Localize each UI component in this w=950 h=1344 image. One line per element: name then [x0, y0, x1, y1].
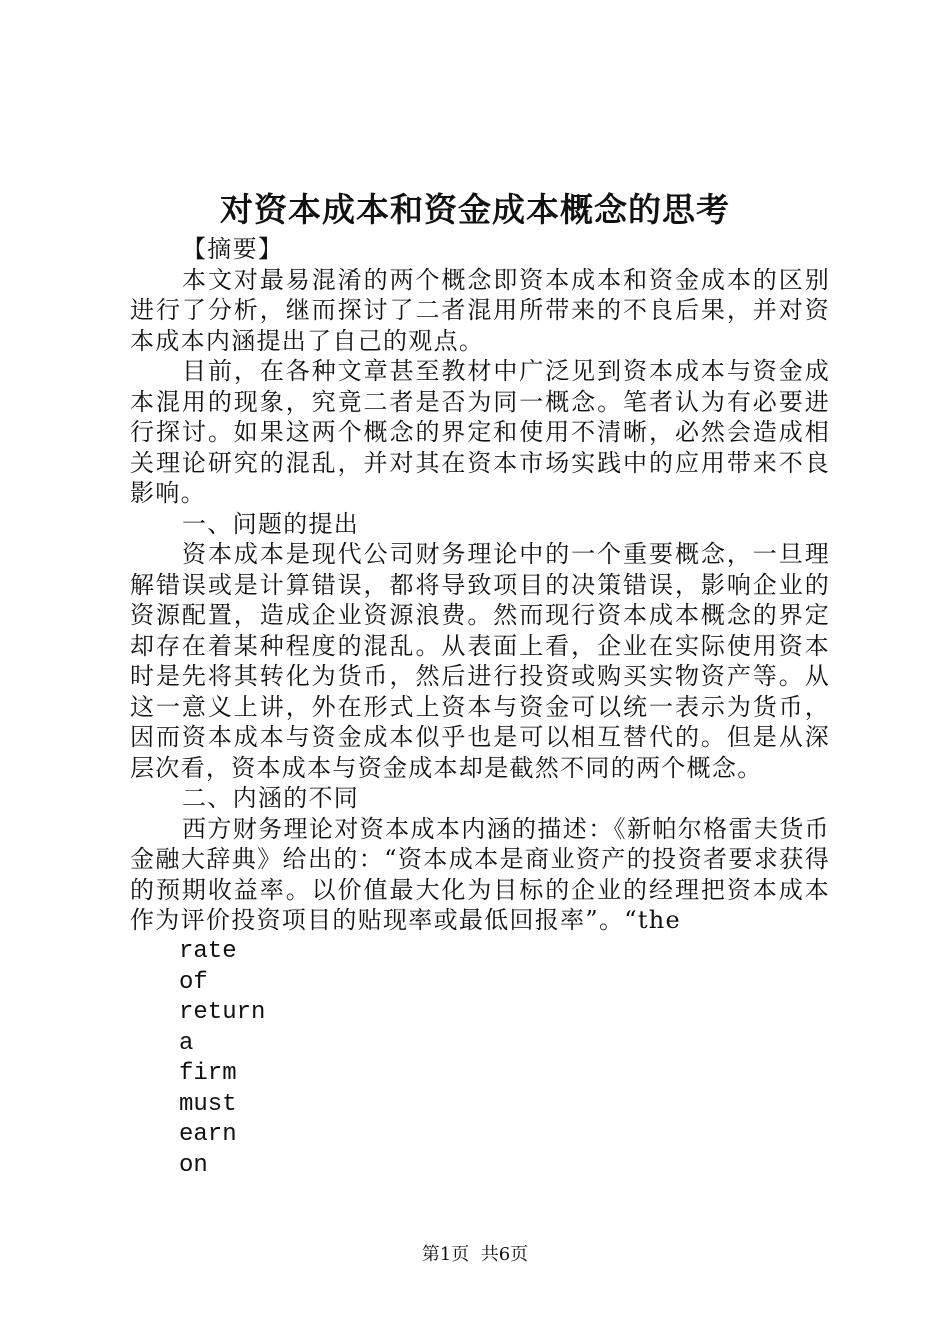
- abstract-paragraph: 本文对最易混淆的两个概念即资本成本和资金成本的区别进行了分析，继而探讨了二者混用所带来的不良后果，并对资本成本内涵提出了自己的观点。: [130, 265, 830, 355]
- english-word: firm: [179, 1060, 237, 1087]
- english-word: of: [179, 968, 208, 996]
- english-word: a: [179, 1029, 194, 1057]
- page-footer: [0, 1243, 950, 1267]
- problem-paragraph: 资本成本是现代公司财务理论中的一个重要概念，一旦理解错误或是计算错误，都将导致项目的决策错误，影响企业的资源配置，造成企业资源浪费。然而现行资本成本概念的界定却存在着某种程度的混乱。从表面上看，企业在实际使用资本时是先将其转化为货币，然后进行投资或购买实物资产等。从这一意义上讲，外在形式上资本与资金可以统一表示为货币，因而资本成本与资金成本似乎也是可以相互替代的。但是从深层次看，资本成本与资金成本却是截然不同的两个概念。: [130, 540, 830, 782]
- english-word: must: [179, 1090, 237, 1118]
- page-total: 共6页: [480, 1244, 529, 1265]
- document-title: 对资本成本和资金成本概念的思考: [220, 190, 730, 229]
- document-body: [130, 234, 830, 936]
- english-word: on: [179, 1151, 208, 1179]
- definition-paragraph: 西方财务理论对资本成本内涵的描述：《新帕尔格雷夫货币金融大辞典》给出的：“资本成本是商业资产的投资者要求获得的预期收益率。以价值最大化为目标的企业的经理把资本成本作为评价投资项目的贴现率或最低回报率”。“the: [130, 814, 830, 934]
- section-heading-difference: 二、内涵的不同: [182, 784, 360, 812]
- english-word: rate: [179, 938, 237, 965]
- english-word: return: [179, 999, 266, 1026]
- abstract-heading: 【摘要】: [182, 235, 284, 263]
- intro-paragraph: 目前，在各种文章甚至教材中广泛见到资本成本与资金成本混用的现象，究竟二者是否为同一概念。笔者认为有必要进行探讨。如果这两个概念的界定和使用不清晰，必然会造成相关理论研究的混乱，并对其在资本市场实践中的应用带来不良影响。: [130, 357, 830, 507]
- section-heading-problem: 一、问题的提出: [182, 509, 360, 538]
- english-word: earn: [179, 1121, 237, 1148]
- english-word-list: [179, 937, 265, 1181]
- page-number: 第1页: [421, 1244, 470, 1265]
